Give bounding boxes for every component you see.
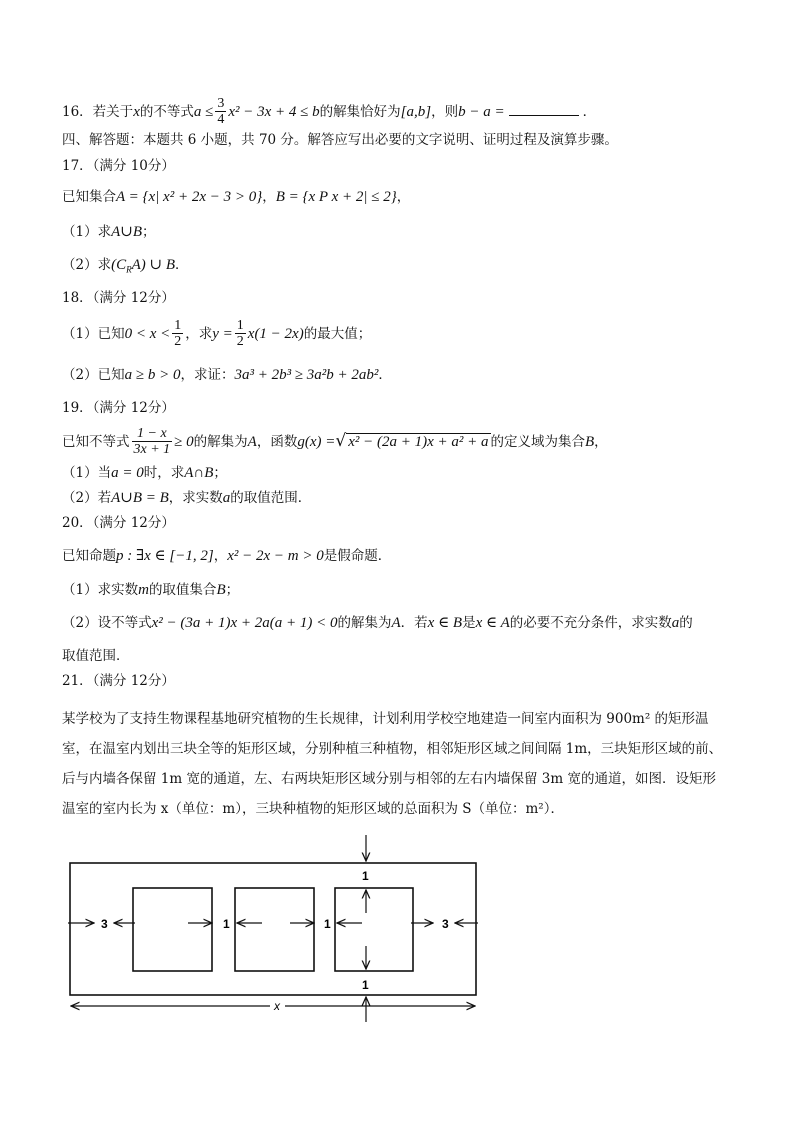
- q16-a-le: a ≤: [193, 103, 214, 120]
- section-4-heading: 四、解答题：本题共 6 小题，共 70 分。解答应写出必要的文字说明、证明过程及演算步骤。: [62, 132, 618, 148]
- q16-text: 16．若关于: [62, 103, 134, 120]
- q20-p1-tail: ；: [225, 582, 240, 598]
- q18-p1-frac: [172, 318, 183, 350]
- q17-p2-expr-b: A) ∪ B: [131, 257, 175, 273]
- q18-p1-end: 的最大值；: [303, 325, 372, 342]
- q16-interval: [a,b]: [400, 103, 432, 120]
- q20-end: 是假命题．: [323, 548, 392, 564]
- q16-text4: ，则: [431, 103, 459, 120]
- q19-p1-expr: A∩B: [184, 465, 214, 481]
- q17-head: 17．（满分 10分）: [62, 158, 175, 174]
- q20-p2-text: （2）设不等式: [62, 615, 152, 631]
- q16-fraction: [215, 96, 226, 128]
- q18-p1-y: y =: [212, 325, 233, 342]
- q20-line1: [62, 549, 391, 564]
- q17-p2-expr-a: (C: [111, 257, 127, 273]
- q20-ineq: x² − 2x − m > 0: [227, 548, 324, 564]
- q18-p2-text: （2）已知: [62, 367, 125, 383]
- q18-p1-text: （1）已知: [62, 325, 125, 342]
- label-gap2: 1: [324, 917, 331, 931]
- q20-p2-mid2: ．若: [400, 615, 428, 631]
- q19-end: ，: [594, 433, 608, 450]
- q17-part1: [62, 225, 156, 240]
- q19-line1: [62, 426, 608, 458]
- label-left-3: 3: [101, 917, 108, 931]
- q20-p2-mid3: 是: [462, 615, 476, 631]
- q20-text: 已知命题: [62, 548, 116, 564]
- q17-set-a: A = {x| x² + 2x − 3 > 0}: [116, 189, 263, 205]
- q20-p1-m: m: [138, 582, 149, 598]
- q18-p1-frac2-den: 2: [236, 334, 244, 350]
- q21-para-line4: 温室的室内长为 x（单位：m），三块种植物的矩形区域的总面积为 S（单位：m²）．: [62, 801, 564, 817]
- q20-p2-ineq: x² − (3a + 1)x + 2a(a + 1) < 0: [151, 615, 338, 631]
- q19-p2-end: 的取值范围．: [230, 490, 312, 506]
- q19-p1-mid: 时，求: [143, 465, 185, 481]
- q18-p1-frac2: [235, 318, 246, 350]
- greenhouse-outer-wall: [70, 863, 476, 995]
- q18-p2-end: ．: [378, 367, 392, 383]
- q20-p2-c1: x ∈ B: [427, 615, 463, 631]
- q19-ge: ≥ 0: [174, 433, 194, 450]
- q17-set-b: B = {x P x + 2| ≤ 2}: [275, 189, 397, 205]
- q17-line1: [62, 190, 410, 205]
- q19-part2: [62, 491, 311, 506]
- q18-part2: [62, 368, 392, 383]
- q19-text: 已知不等式: [62, 433, 130, 450]
- q17-p2-text: （2）求: [62, 257, 112, 273]
- q20-head: 20．（满分 12分）: [62, 515, 175, 531]
- q19-p2-a: a: [222, 490, 231, 506]
- q19-mid2: ，函数: [256, 433, 298, 450]
- q20-p2-mid1: 的解集为: [337, 615, 392, 631]
- q19-p1-end: ；: [213, 465, 227, 481]
- greenhouse-diagram: [0, 830, 794, 1030]
- q16-poly: x² − 3x + 4 ≤ b: [228, 103, 320, 120]
- q18-p2-mid: ，求证：: [180, 367, 235, 383]
- sqrt-icon: √: [335, 430, 347, 451]
- q17-p1-text: （1）求: [62, 224, 112, 240]
- plot-middle: [235, 888, 314, 971]
- q17-end: ，: [396, 189, 411, 205]
- label-top-1: 1: [362, 869, 369, 883]
- q19-p2-cond: A∪B = B: [111, 490, 169, 506]
- q19-part1: [62, 466, 227, 481]
- q20-p2-mid4: 的必要不充分条件，求实数: [509, 615, 672, 631]
- plot-right: [335, 888, 413, 971]
- q20-part2: [62, 616, 693, 631]
- q18-p1-frac-num: 1: [174, 318, 182, 333]
- q16-frac-num: 3: [217, 96, 225, 111]
- q19-head: 19．（满分 12分）: [62, 400, 175, 416]
- q18-p1-cond: 0 < x <: [124, 325, 171, 342]
- q21-para-line3: 后与内墙各保留 1m 宽的通道，左、右两块矩形区域分别与相邻的左右内墙保留 3m 宽的通道，如图．设矩形: [62, 771, 716, 787]
- q18-part1: [62, 318, 371, 350]
- q17-part2: [62, 258, 188, 275]
- q21-head: 21．（满分 12分）: [62, 673, 175, 689]
- q17-sep: ，: [262, 189, 276, 205]
- q19-p2-text: （2）若: [62, 490, 112, 506]
- q19-B: B: [585, 433, 595, 450]
- q19-p1-cond: a = 0: [111, 465, 144, 481]
- label-gap1: 1: [223, 917, 230, 931]
- q19-frac-den: 3x + 1: [133, 442, 171, 458]
- q17-p2-sub: R: [126, 264, 132, 275]
- q19-p1-text: （1）当: [62, 465, 112, 481]
- q18-p1-frac2-num: 1: [236, 318, 244, 333]
- q16-answer-blank: [509, 103, 579, 116]
- q20-part1: [62, 583, 239, 598]
- q19-frac-num: 1 − x: [132, 426, 173, 442]
- q19-frac: [132, 426, 173, 458]
- q21-para-line1: 某学校为了支持生物课程基地研究植物的生长规律，计划利用学校空地建造一间室内面积为 900m² 的矩形温: [62, 711, 709, 727]
- q20-p2-end: 的: [679, 615, 693, 631]
- q16-expr: b − a =: [458, 103, 505, 120]
- q19-p2-mid: ，求实数: [168, 490, 223, 506]
- q20-sep: ，: [213, 548, 228, 564]
- q20-p1-B: B: [216, 582, 226, 598]
- q16-text2: 的不等式: [139, 103, 194, 120]
- q20-p1-text: （1）求实数: [62, 582, 139, 598]
- label-right-3: 3: [442, 917, 449, 931]
- q18-head: 18．（满分 12分）: [62, 290, 175, 306]
- q19-mid3: 的定义域为集合: [490, 433, 585, 450]
- q20-part2-cont: 取值范围．: [62, 648, 130, 664]
- q17-text: 已知集合: [62, 189, 116, 205]
- q21-para-line2: 室，在温室内划出三块全等的矩形区域，分别种植三种植物，相邻矩形区域之间间隔 1m，三块矩形区域的前、: [62, 741, 723, 757]
- q16-var: x: [133, 103, 140, 120]
- label-x: x: [274, 999, 280, 1013]
- q16-end: ．: [582, 103, 597, 120]
- q20-p2-a: a: [671, 615, 680, 631]
- q19-A: A: [247, 433, 257, 450]
- label-bottom-1: 1: [362, 978, 369, 992]
- q18-p2-cond: a ≥ b > 0: [124, 367, 181, 383]
- q19-gx: g(x) =: [297, 433, 336, 450]
- q20-p2-c2: x ∈ A: [475, 615, 510, 631]
- q16-line: [62, 96, 596, 128]
- q18-p2-expr: 3a³ + 2b³ ≥ 3a²b + 2ab²: [234, 367, 379, 383]
- q18-p1-mid: ，求: [185, 325, 213, 342]
- q19-mid1: 的解集为: [193, 433, 248, 450]
- q17-p1-expr: A∪B: [111, 224, 142, 240]
- q18-p1-frac-den: 2: [174, 334, 182, 350]
- q20-p2-A: A: [391, 615, 401, 631]
- q17-p2-end: ．: [174, 257, 189, 273]
- q17-p1-end: ；: [142, 224, 156, 240]
- q20-prop: p : ∃x ∈ [−1, 2]: [116, 548, 214, 564]
- q20-p1-end: 的取值集合: [148, 582, 217, 598]
- q16-frac-den: 4: [217, 112, 225, 128]
- q16-text3: 的解集恰好为: [319, 103, 401, 120]
- q21-paragraph: [62, 704, 742, 824]
- q18-p1-expr: x(1 − 2x): [247, 325, 304, 342]
- q19-sqrt-body: x² − (2a + 1)x + a² + a: [348, 433, 489, 450]
- plot-left: [133, 888, 212, 971]
